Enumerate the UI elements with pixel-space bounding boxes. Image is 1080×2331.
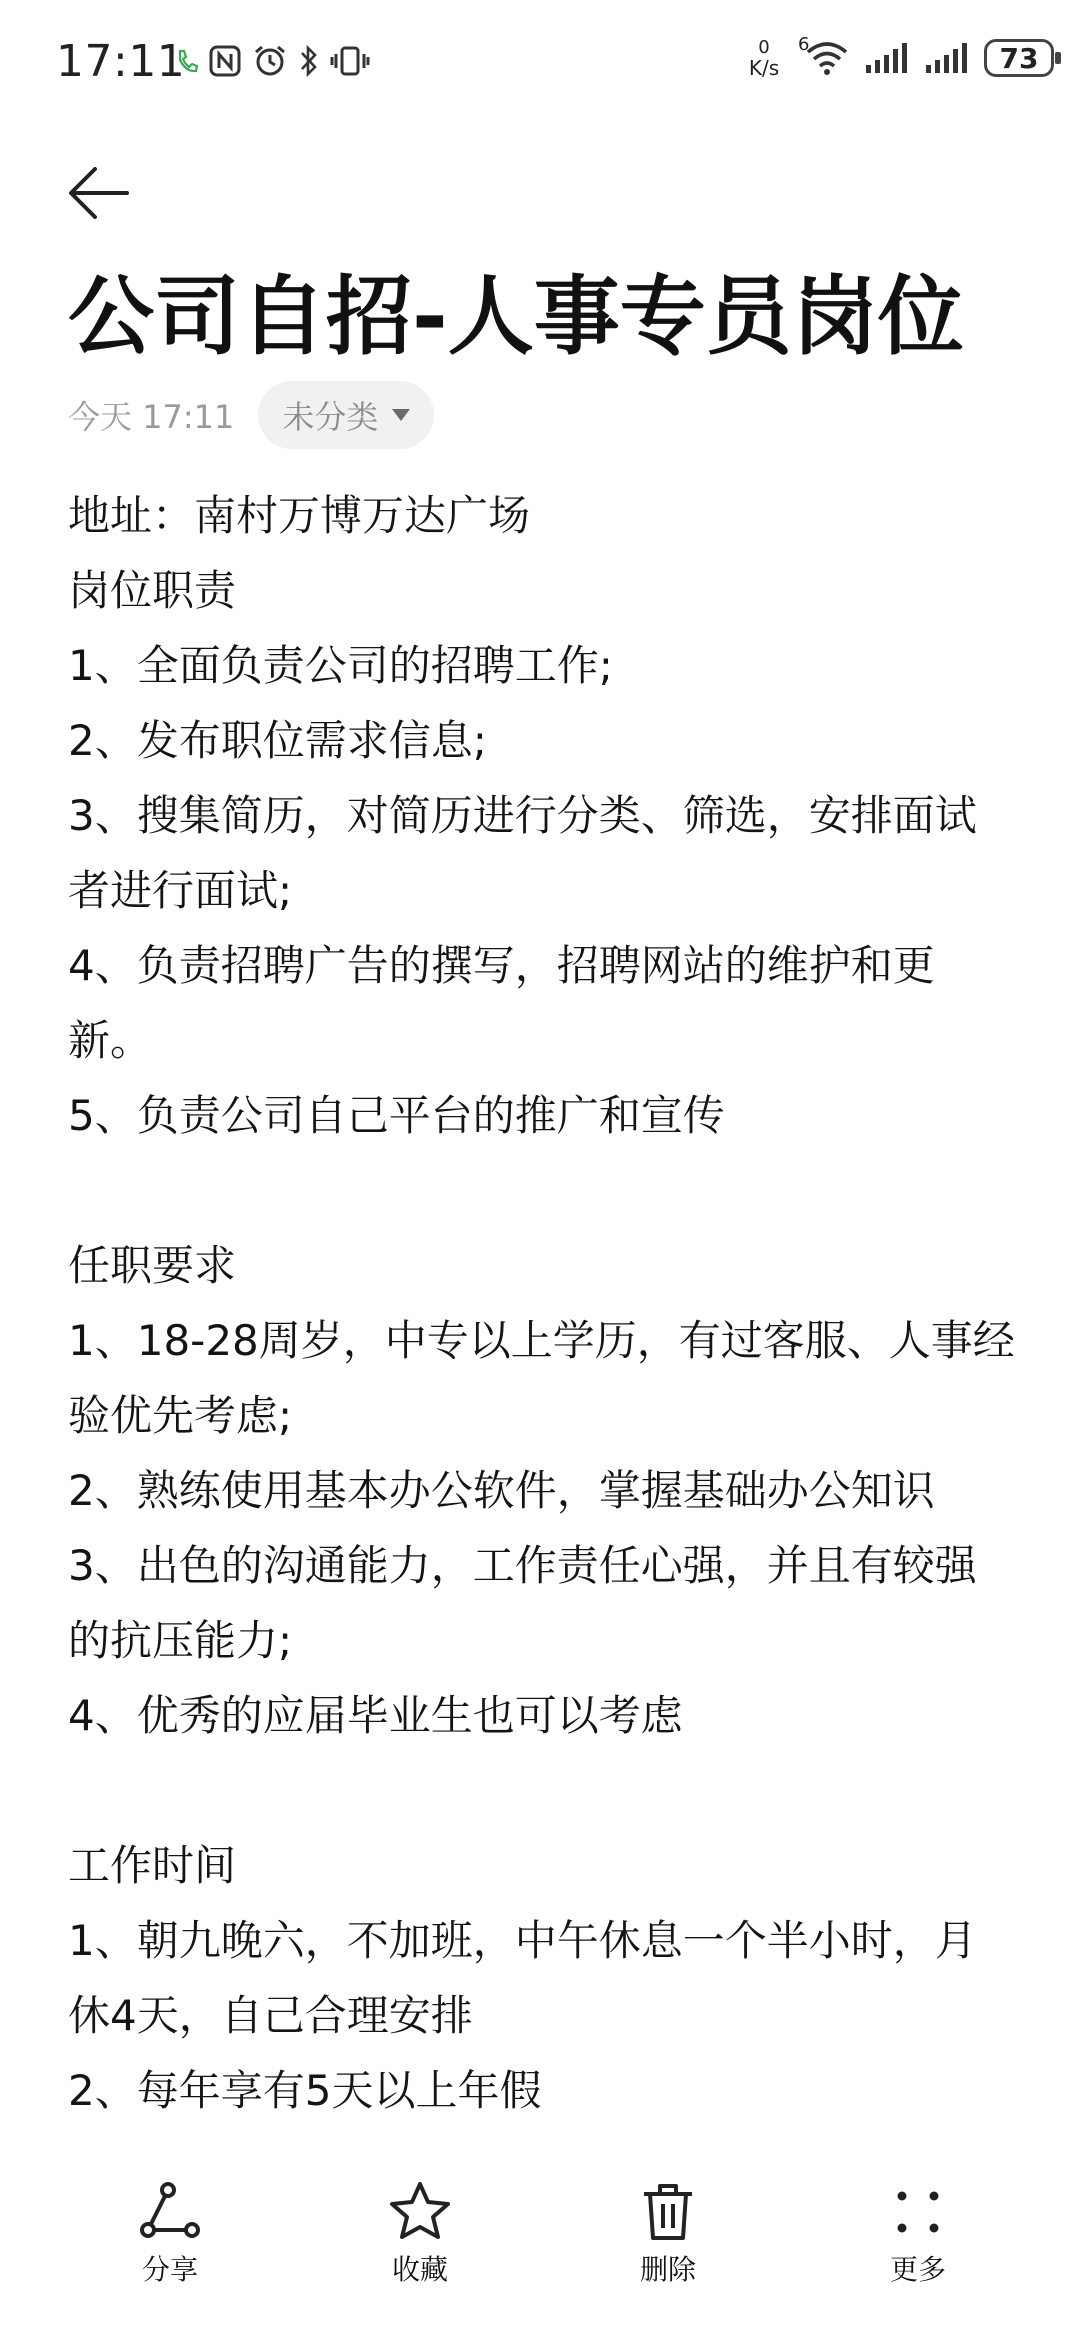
- status-time: 17:11: [56, 36, 186, 87]
- arrow-left-icon: [67, 165, 131, 221]
- status-bar: [0, 0, 1080, 120]
- wifi-indicator: [798, 34, 850, 76]
- note-meta: [68, 380, 434, 450]
- trash-icon: [636, 2180, 700, 2244]
- share-label: 分享: [141, 2253, 198, 2286]
- net-speed-value: 0: [758, 37, 770, 58]
- note-line: 1、全面负责公司的招聘工作;: [68, 641, 613, 690]
- nfc-icon: [208, 44, 242, 78]
- battery-indicator: [984, 39, 1054, 77]
- note-line: 2、发布职位需求信息;: [68, 716, 487, 765]
- note-line: 工作时间: [68, 1841, 237, 1890]
- more-dots-icon: [886, 2180, 950, 2244]
- note-line: 3、出色的沟通能力，工作责任心强，并且有较强的抗压能力;: [68, 1541, 977, 1665]
- note-line: [68, 1753, 1018, 1828]
- favorite-label: 收藏: [391, 2253, 448, 2286]
- chevron-down-icon: [392, 409, 410, 421]
- note-date: 今天 17:11: [68, 398, 235, 436]
- alarm-icon: [252, 44, 288, 78]
- signal-icon: [864, 41, 910, 75]
- note-line: 地址：南村万博万达广场: [68, 491, 531, 540]
- note-line: 3、搜集简历，对简历进行分类、筛选，安排面试者进行面试;: [68, 791, 977, 915]
- category-dropdown[interactable]: [258, 381, 434, 449]
- signal-icon-2: [924, 41, 970, 75]
- wifi-icon: [804, 40, 850, 76]
- note-line: 任职要求: [68, 1241, 237, 1290]
- battery-level: 73: [999, 41, 1039, 75]
- bluetooth-icon: [298, 44, 320, 78]
- share-icon: [138, 2180, 202, 2244]
- net-speed-unit: K/s: [748, 56, 780, 80]
- call-icon: [176, 48, 198, 74]
- delete-button[interactable]: [588, 2180, 748, 2288]
- star-icon: [388, 2180, 452, 2244]
- note-line: 2、每年享有5天以上年假: [68, 2066, 542, 2115]
- network-speed: [744, 38, 784, 78]
- back-button[interactable]: [64, 158, 134, 228]
- vibrate-icon: [330, 44, 370, 78]
- status-right-icons: [744, 34, 1054, 80]
- note-line: 岗位职责: [68, 566, 237, 615]
- wifi-label: 6: [798, 34, 810, 55]
- favorite-button[interactable]: [340, 2180, 500, 2288]
- more-label: 更多: [889, 2253, 946, 2286]
- note-line: [68, 1153, 1018, 1228]
- note-title[interactable]: 公司自招-人事专员岗位: [68, 267, 964, 367]
- note-line: 4、优秀的应届毕业生也可以考虑: [68, 1691, 683, 1740]
- delete-label: 删除: [639, 2253, 696, 2286]
- bottom-toolbar: [0, 2180, 1080, 2331]
- note-body[interactable]: [68, 478, 1018, 2128]
- note-line: 5、负责公司自己平台的推广和宣传: [68, 1091, 725, 1140]
- share-button[interactable]: [90, 2180, 250, 2288]
- note-line: 1、朝九晚六，不加班，中午休息一个半小时，月休4天，自己合理安排: [68, 1916, 977, 2040]
- note-line: 2、熟练使用基本办公软件，掌握基础办公知识: [68, 1466, 935, 1515]
- more-button[interactable]: [838, 2180, 998, 2288]
- note-line: 4、负责招聘广告的撰写，招聘网站的维护和更新。: [68, 941, 935, 1065]
- note-line: 1、18-28周岁，中专以上学历，有过客服、人事经验优先考虑;: [68, 1316, 1015, 1440]
- category-label: 未分类: [282, 398, 379, 436]
- status-left-icons: [176, 44, 370, 78]
